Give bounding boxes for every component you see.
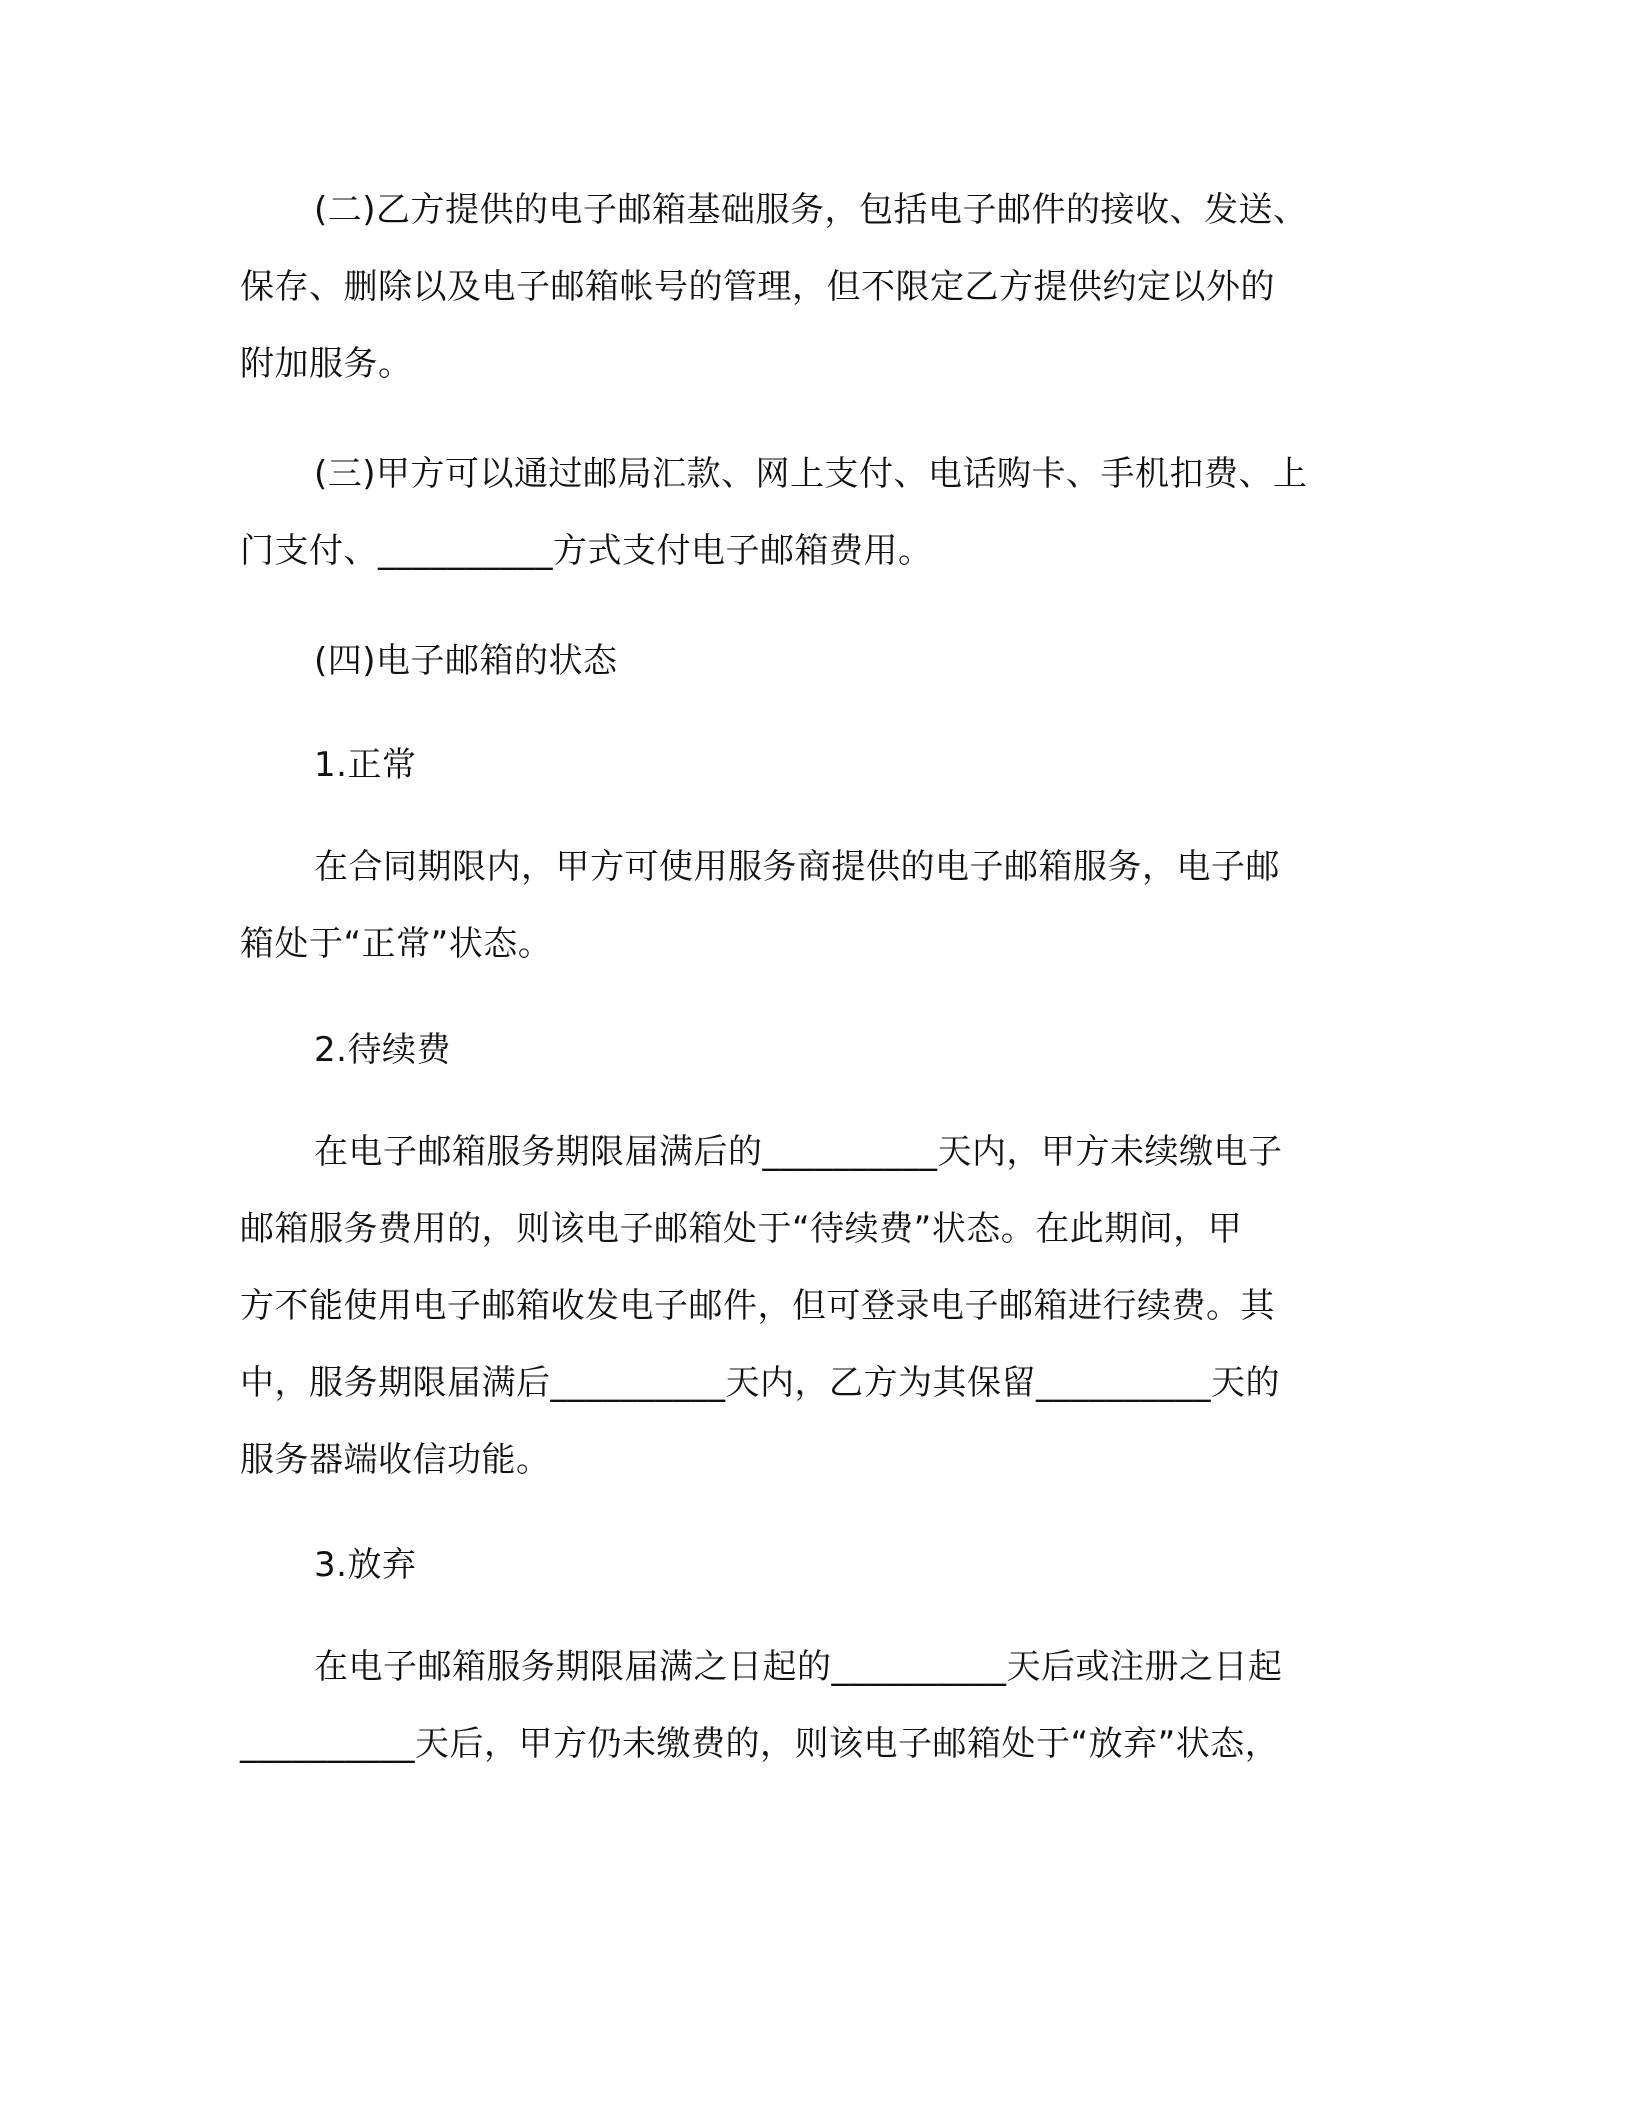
- paragraph-line: 附加服务。: [240, 344, 413, 384]
- paragraph-line: __________天后，甲方仍未缴费的，则该电子邮箱处于“放弃”状态，: [240, 1724, 1280, 1764]
- paragraph-line: (二)乙方提供的电子邮箱基础服务，包括电子邮件的接收、发送、: [314, 190, 1308, 230]
- paragraph-line: 方不能使用电子邮箱收发电子邮件，但可登录电子邮箱进行续费。其: [240, 1286, 1275, 1326]
- paragraph-line: 保存、删除以及电子邮箱帐号的管理，但不限定乙方提供约定以外的: [240, 267, 1275, 307]
- paragraph-line: 在合同期限内，甲方可使用服务商提供的电子邮箱服务，电子邮: [314, 847, 1280, 887]
- paragraph-line: 服务器端收信功能。: [240, 1440, 551, 1480]
- paragraph-line: 箱处于“正常”状态。: [240, 924, 553, 964]
- subsection-heading: 1.正常: [314, 745, 417, 785]
- paragraph-line: 邮箱服务费用的，则该电子邮箱处于“待续费”状态。在此期间，甲: [240, 1209, 1243, 1249]
- paragraph-line: 中，服务期限届满后__________天内，乙方为其保留__________天的: [240, 1363, 1280, 1403]
- section-heading: (四)电子邮箱的状态: [314, 641, 618, 681]
- paragraph-line: 门支付、__________方式支付电子邮箱费用。: [240, 531, 933, 571]
- paragraph-line: (三)甲方可以通过邮局汇款、网上支付、电话购卡、手机扣费、上: [314, 454, 1308, 494]
- paragraph-line: 在电子邮箱服务期限届满后的__________天内，甲方未续缴电子: [314, 1132, 1283, 1172]
- paragraph-line: 在电子邮箱服务期限届满之日起的__________天后或注册之日起: [314, 1647, 1283, 1687]
- subsection-heading: 2.待续费: [314, 1030, 451, 1070]
- subsection-heading: 3.放弃: [314, 1545, 417, 1585]
